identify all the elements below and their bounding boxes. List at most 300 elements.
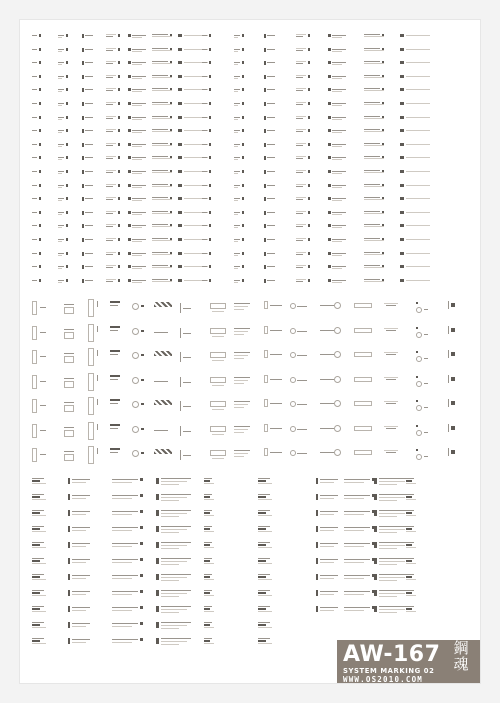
- marking-cluster: [400, 141, 428, 151]
- decal-mark: [110, 399, 120, 401]
- decal-mark: [448, 326, 449, 334]
- decal-mark: [384, 401, 398, 402]
- marking-cluster: [234, 397, 260, 417]
- marking-cluster: [400, 100, 428, 110]
- decal-mark: [320, 546, 334, 547]
- marking-cluster: [364, 277, 392, 287]
- decal-mark: [400, 88, 404, 91]
- marking-cluster: [68, 492, 112, 504]
- marking-cluster: [364, 209, 392, 219]
- decal-mark: [72, 559, 90, 560]
- marking-cluster: [328, 32, 356, 42]
- decal-mark: [204, 608, 210, 610]
- marking-cluster: [296, 127, 324, 137]
- marking-cluster: [180, 348, 206, 368]
- decal-mark: [379, 564, 397, 565]
- marking-cluster: [406, 588, 450, 600]
- marking-cluster: [204, 524, 248, 536]
- decal-mark: [354, 450, 372, 455]
- decal-mark: [68, 478, 70, 484]
- marking-cluster: [68, 604, 112, 616]
- decal-mark: [178, 184, 182, 187]
- marking-cluster: [68, 620, 112, 632]
- decal-mark: [296, 158, 303, 159]
- decal-mark: [364, 279, 380, 280]
- decal-mark: [242, 211, 244, 214]
- decal-mark: [202, 198, 207, 199]
- marking-cluster: [264, 324, 290, 344]
- marking-cluster: [234, 222, 262, 232]
- marking-cluster: [202, 100, 230, 110]
- decal-mark: [85, 89, 93, 90]
- decal-mark: [156, 478, 159, 484]
- decal-mark: [152, 170, 168, 171]
- decal-mark: [140, 494, 143, 497]
- decal-mark: [209, 88, 211, 91]
- decal-mark: [344, 527, 370, 528]
- decal-mark: [406, 547, 416, 548]
- decal-mark: [344, 530, 364, 531]
- kanji-char-1: 鋼: [453, 639, 469, 657]
- marking-cluster: [258, 540, 302, 552]
- decal-mark: [209, 129, 211, 132]
- decal-mark: [296, 75, 306, 76]
- decal-mark: [364, 63, 384, 64]
- decal-mark: [316, 542, 318, 548]
- decal-mark: [296, 170, 306, 171]
- marking-cluster: [156, 556, 200, 568]
- marking-cluster: [406, 508, 450, 520]
- decal-mark: [152, 158, 172, 159]
- decal-mark: [40, 405, 46, 406]
- marking-cluster: [364, 182, 392, 192]
- decal-mark: [106, 156, 116, 157]
- decal-mark: [132, 200, 142, 201]
- marking-cluster: [32, 59, 60, 69]
- decal-mark: [379, 484, 397, 485]
- decal-mark: [264, 279, 266, 283]
- decal-mark: [32, 627, 46, 628]
- decal-mark: [39, 279, 41, 282]
- decal-mark: [132, 268, 142, 269]
- decal-mark: [384, 303, 398, 304]
- decal-mark: [209, 102, 211, 105]
- decal-mark: [332, 119, 342, 120]
- decal-mark: [152, 197, 168, 198]
- decal-mark: [344, 607, 370, 608]
- decal-mark: [384, 328, 398, 329]
- decal-mark: [58, 103, 64, 104]
- decal-mark: [344, 559, 370, 560]
- decal-mark: [152, 129, 168, 130]
- marking-cluster: [364, 73, 392, 83]
- decal-mark: [72, 495, 90, 496]
- decal-mark: [316, 510, 318, 516]
- decal-mark: [132, 76, 146, 77]
- decal-mark: [406, 512, 412, 514]
- decal-mark: [202, 89, 207, 90]
- decal-mark: [406, 171, 430, 172]
- decal-mark: [364, 226, 384, 227]
- marking-cluster: [328, 73, 356, 83]
- decal-mark: [234, 426, 250, 427]
- decal-mark: [258, 611, 272, 612]
- marking-cluster: [234, 182, 262, 192]
- decal-mark: [328, 102, 331, 105]
- decal-mark: [296, 199, 303, 200]
- decal-mark: [379, 561, 405, 562]
- decal-mark: [234, 171, 240, 172]
- marking-cluster: [400, 182, 428, 192]
- decal-mark: [64, 304, 74, 305]
- decal-mark: [308, 197, 310, 200]
- decal-mark: [204, 560, 210, 562]
- decal-mark: [132, 227, 142, 228]
- decal-mark: [161, 609, 187, 610]
- decal-mark: [328, 48, 331, 51]
- decal-mark: [332, 255, 342, 256]
- decal-mark: [161, 532, 179, 533]
- decal-mark: [270, 330, 282, 331]
- marking-cluster: [112, 620, 156, 632]
- decal-mark: [212, 311, 224, 312]
- decal-mark: [178, 197, 182, 200]
- decal-mark: [320, 591, 338, 592]
- decal-mark: [152, 279, 168, 280]
- decal-mark: [242, 48, 244, 51]
- decal-mark: [308, 143, 310, 146]
- decal-mark: [156, 526, 159, 532]
- decal-mark: [72, 610, 86, 611]
- decal-mark: [364, 88, 380, 89]
- marking-cluster: [202, 46, 230, 56]
- decal-mark: [132, 103, 146, 104]
- product-code: AW-167: [343, 642, 441, 667]
- decal-mark: [85, 225, 93, 226]
- marking-cluster: [400, 195, 428, 205]
- decal-mark: [204, 640, 210, 642]
- decal-mark: [264, 34, 266, 38]
- decal-mark: [379, 526, 409, 527]
- decal-mark: [258, 512, 266, 514]
- decal-mark: [448, 448, 449, 456]
- decal-mark: [32, 576, 40, 578]
- decal-mark: [332, 76, 346, 77]
- marking-cluster: [32, 182, 60, 192]
- decal-mark: [152, 156, 168, 157]
- decal-mark: [32, 512, 40, 514]
- decal-mark: [234, 432, 244, 433]
- decal-mark: [128, 265, 131, 268]
- decal-mark: [332, 280, 346, 281]
- decal-mark: [40, 332, 46, 333]
- decal-mark: [332, 185, 346, 186]
- kanji-char-2: 魂: [453, 655, 469, 673]
- marking-cluster: [210, 373, 236, 393]
- decal-mark: [112, 639, 138, 640]
- decal-mark: [152, 104, 172, 105]
- decal-mark: [170, 116, 172, 118]
- decal-mark: [258, 496, 266, 498]
- decal-mark: [242, 170, 244, 173]
- marking-cluster: [64, 299, 90, 319]
- marking-cluster: [364, 263, 392, 273]
- decal-mark: [32, 225, 37, 226]
- decal-mark: [58, 280, 64, 281]
- marking-cluster: [400, 46, 428, 56]
- decal-mark: [178, 48, 182, 51]
- decal-mark: [384, 352, 398, 353]
- decal-mark: [161, 596, 179, 597]
- decal-mark: [204, 526, 212, 527]
- decal-mark: [270, 305, 282, 306]
- decal-mark: [382, 129, 384, 131]
- decal-mark: [202, 49, 207, 50]
- decal-mark: [451, 401, 455, 405]
- marking-cluster: [400, 168, 428, 178]
- decal-mark: [132, 171, 146, 172]
- decal-mark: [296, 36, 303, 37]
- decal-mark: [106, 279, 116, 280]
- decal-mark: [88, 324, 94, 342]
- marking-cluster: [64, 446, 90, 466]
- decal-mark: [32, 595, 46, 596]
- marking-cluster: [364, 86, 392, 96]
- decal-mark: [178, 279, 182, 282]
- decal-mark: [258, 544, 266, 546]
- decal-mark: [267, 157, 275, 158]
- decal-mark: [296, 252, 306, 253]
- marking-cluster: [296, 168, 324, 178]
- decal-mark: [344, 578, 364, 579]
- decal-mark: [161, 500, 179, 501]
- decal-mark: [58, 37, 62, 38]
- decal-mark: [82, 184, 84, 188]
- decal-mark: [156, 542, 159, 548]
- decal-mark: [118, 48, 120, 51]
- marking-cluster: [202, 127, 230, 137]
- marking-cluster: [112, 588, 156, 600]
- decal-mark: [267, 144, 275, 145]
- decal-mark: [58, 212, 64, 213]
- marking-cluster: [406, 524, 450, 536]
- decal-mark: [202, 266, 207, 267]
- decal-mark: [106, 172, 113, 173]
- decal-mark: [170, 88, 172, 90]
- marking-cluster: [234, 127, 262, 137]
- decal-mark: [32, 76, 37, 77]
- decal-mark: [132, 173, 142, 174]
- decal-mark: [32, 480, 40, 482]
- marking-cluster: [296, 114, 324, 124]
- decal-mark: [354, 328, 372, 333]
- decal-mark: [264, 375, 268, 383]
- decal-mark: [58, 173, 62, 174]
- marking-cluster: [156, 604, 200, 616]
- decal-mark: [258, 499, 272, 500]
- decal-mark: [328, 197, 331, 200]
- decal-mark: [374, 542, 377, 548]
- marking-cluster: [406, 540, 450, 552]
- decal-mark: [328, 116, 331, 119]
- decal-mark: [204, 574, 212, 575]
- marking-cluster: [384, 373, 410, 393]
- marking-cluster: [320, 397, 346, 417]
- decal-mark: [400, 34, 404, 37]
- marking-cluster: [234, 373, 260, 393]
- decal-mark: [296, 240, 303, 241]
- decal-mark: [132, 241, 142, 242]
- marking-cluster: [234, 59, 262, 69]
- decal-mark: [82, 279, 84, 283]
- marking-cluster: [64, 422, 90, 442]
- decal-mark: [374, 510, 377, 516]
- decal-mark: [258, 478, 270, 479]
- decal-mark: [308, 61, 310, 64]
- decal-mark: [58, 117, 64, 118]
- marking-cluster: [264, 299, 290, 319]
- decal-mark: [234, 331, 248, 332]
- decal-mark: [270, 403, 282, 404]
- decal-mark: [82, 224, 84, 228]
- decal-mark: [204, 624, 210, 626]
- decal-mark: [132, 328, 139, 335]
- marking-cluster: [264, 127, 292, 137]
- decal-mark: [379, 593, 405, 594]
- decal-mark: [72, 530, 86, 531]
- marking-cluster: [234, 46, 262, 56]
- decal-mark: [112, 562, 132, 563]
- decal-mark: [161, 545, 187, 546]
- decal-mark: [328, 61, 331, 64]
- decal-mark: [234, 239, 240, 240]
- decal-mark: [258, 608, 266, 610]
- decal-mark: [374, 558, 377, 564]
- decal-mark: [234, 383, 244, 384]
- marking-cluster: [152, 32, 180, 42]
- decal-mark: [270, 354, 282, 355]
- marking-cluster: [152, 100, 180, 110]
- decal-mark: [316, 558, 318, 564]
- decal-mark: [32, 574, 44, 575]
- decal-mark: [364, 211, 380, 212]
- decal-mark: [290, 328, 296, 334]
- decal-mark: [66, 61, 68, 64]
- decal-mark: [106, 211, 116, 212]
- decal-mark: [308, 156, 310, 159]
- decal-mark: [58, 266, 64, 267]
- marking-cluster: [296, 277, 324, 287]
- decal-mark: [40, 430, 46, 431]
- marking-cluster: [32, 100, 60, 110]
- marking-cluster: [154, 446, 180, 466]
- decal-mark: [212, 385, 224, 386]
- marking-cluster: [234, 422, 260, 442]
- decal-mark: [58, 239, 64, 240]
- decal-mark: [320, 330, 334, 331]
- decal-mark: [170, 61, 172, 63]
- decal-mark: [267, 89, 275, 90]
- decal-mark: [72, 482, 86, 483]
- decal-mark: [296, 213, 303, 214]
- decal-mark: [132, 91, 142, 92]
- decal-mark: [110, 330, 118, 331]
- decal-mark: [264, 399, 268, 407]
- decal-mark: [290, 377, 296, 383]
- marking-cluster: [112, 492, 156, 504]
- decal-mark: [258, 494, 270, 495]
- decal-mark: [320, 482, 334, 483]
- decal-mark: [332, 253, 346, 254]
- decal-mark: [364, 213, 384, 214]
- decal-mark: [264, 88, 266, 92]
- decal-mark: [202, 157, 207, 158]
- marking-cluster: [68, 556, 112, 568]
- decal-mark: [72, 623, 90, 624]
- decal-mark: [364, 281, 384, 282]
- decal-mark: [382, 279, 384, 281]
- decal-mark: [106, 36, 113, 37]
- decal-mark: [332, 103, 346, 104]
- decal-mark: [297, 404, 307, 405]
- decal-mark: [204, 515, 214, 516]
- marking-cluster: [400, 263, 428, 273]
- decal-mark: [242, 34, 244, 37]
- decal-mark: [72, 514, 86, 515]
- marking-cluster: [448, 348, 474, 368]
- decal-mark: [85, 171, 93, 172]
- marking-cluster: [202, 236, 230, 246]
- decal-mark: [152, 226, 172, 227]
- marking-cluster: [68, 636, 112, 648]
- decal-mark: [334, 400, 341, 407]
- decal-mark: [204, 547, 214, 548]
- decal-mark: [183, 357, 191, 358]
- decal-mark: [58, 255, 62, 256]
- decal-mark: [82, 238, 84, 242]
- decal-mark: [106, 265, 116, 266]
- decal-mark: [320, 562, 334, 563]
- decal-mark: [328, 143, 331, 146]
- decal-mark: [400, 224, 404, 227]
- decal-mark: [183, 406, 191, 407]
- marking-cluster: [400, 59, 428, 69]
- marking-cluster: [156, 508, 200, 520]
- marking-cluster: [448, 422, 474, 442]
- decal-mark: [448, 424, 449, 432]
- marking-cluster: [204, 604, 248, 616]
- marking-cluster: [180, 299, 206, 319]
- decal-mark: [141, 330, 144, 332]
- decal-mark: [106, 224, 116, 225]
- decal-mark: [97, 424, 98, 430]
- decal-mark: [406, 480, 412, 482]
- decal-mark: [234, 78, 238, 79]
- marking-cluster: [32, 446, 58, 466]
- decal-mark: [40, 454, 46, 455]
- decal-mark: [58, 35, 64, 36]
- decal-mark: [202, 280, 207, 281]
- decal-mark: [210, 303, 226, 309]
- marking-cluster: [202, 277, 230, 287]
- decal-mark: [308, 238, 310, 241]
- marking-cluster: [152, 250, 180, 260]
- decal-mark: [258, 558, 270, 559]
- decal-mark: [132, 225, 146, 226]
- decal-mark: [106, 252, 116, 253]
- decal-mark: [364, 75, 380, 76]
- decal-mark: [344, 610, 364, 611]
